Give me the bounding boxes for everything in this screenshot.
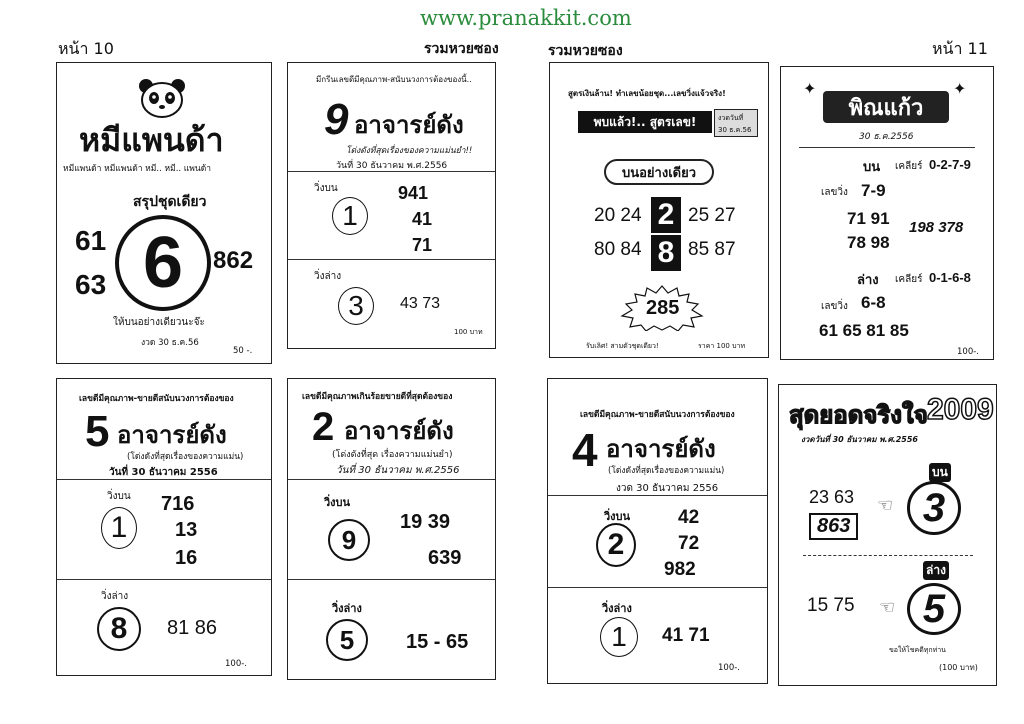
card4-lang-key-value: 0-1-6-8 bbox=[929, 270, 971, 285]
card-panda bbox=[56, 62, 272, 364]
card5-bottom-values: 81 86 bbox=[167, 617, 218, 639]
card5-top-note: เลขดีมีคุณภาพ-ขายดีสนับนวงการต้องของ bbox=[79, 394, 234, 404]
right-section-title: รวมหวยซอง bbox=[548, 43, 623, 59]
card8-bon-label: บน bbox=[929, 463, 951, 482]
card7-top-label: วิ่งบน bbox=[604, 510, 631, 523]
card6-brand-number: 2 bbox=[312, 405, 335, 449]
card4-date: 30 ธ.ค.2556 bbox=[859, 132, 914, 142]
card3-subtitle-pill bbox=[604, 159, 714, 185]
divider bbox=[288, 259, 495, 260]
card-sudyod bbox=[778, 384, 997, 686]
card8-lang-label: ล่าง bbox=[923, 561, 949, 580]
card6-top-label: วิ่งบน bbox=[324, 496, 351, 509]
card4-lang-run: 6-8 bbox=[861, 293, 886, 312]
card5-date: วันที่ 30 ธันวาคม 2556 bbox=[109, 467, 218, 478]
card2-bottom-label: วิ่งล่าง bbox=[314, 271, 342, 282]
card2-bottom-circle bbox=[338, 287, 374, 325]
card8-footer: ขอให้โชคดีทุกท่าน bbox=[889, 646, 946, 654]
panda-icon bbox=[137, 77, 187, 119]
star-icon: ✦ bbox=[803, 79, 817, 98]
main-number: 6 bbox=[142, 223, 184, 303]
card4-bon-run-label: เลขวิ่ง bbox=[821, 187, 848, 198]
right-page-number: หน้า 11 bbox=[932, 39, 988, 58]
card5-top-label: วิ่งบน bbox=[107, 491, 131, 502]
divider bbox=[799, 147, 975, 148]
card4-bon-key: เคลียร์ bbox=[895, 161, 923, 172]
card6-brand: อาจารย์ดัง bbox=[344, 417, 454, 445]
card-pinkaew bbox=[780, 66, 994, 360]
card8-pairs: 23 63 bbox=[809, 487, 855, 507]
card3-row1-right: 25 27 bbox=[688, 205, 736, 226]
card5-top-value-1: 716 bbox=[161, 493, 195, 515]
card7-bottom-values: 41 71 bbox=[662, 625, 710, 646]
divider bbox=[288, 579, 495, 580]
card-4-ajarn bbox=[547, 378, 768, 684]
card3-banner: พบแล้ว!.. สูตรเลข! bbox=[578, 111, 712, 133]
card3-stamp-line1: งวดวันที่ bbox=[718, 114, 744, 122]
card2-bottom-main: 3 bbox=[348, 290, 364, 321]
card7-price: 100-. bbox=[718, 663, 740, 673]
card2-top-circle bbox=[332, 197, 368, 235]
card7-bottom-main: 1 bbox=[611, 621, 627, 652]
card4-bon-triples: 198 378 bbox=[909, 219, 964, 236]
divider bbox=[288, 171, 495, 172]
right-number: 862 bbox=[213, 247, 254, 274]
card2-price: 100 บาท bbox=[454, 328, 483, 336]
card7-bottom-label: วิ่งล่าง bbox=[602, 602, 632, 615]
card4-bon-key-value: 0-2-7-9 bbox=[929, 157, 971, 172]
card2-top-main: 1 bbox=[342, 200, 358, 231]
left-bottom-number: 63 bbox=[75, 269, 107, 300]
divider bbox=[57, 579, 271, 580]
pointing-hand-icon: ☜ bbox=[877, 495, 894, 516]
card-9-ajarn bbox=[287, 62, 496, 349]
card4-price: 100-. bbox=[957, 347, 979, 357]
card7-bottom-circle bbox=[600, 617, 638, 657]
card6-bottom-circle bbox=[326, 619, 368, 661]
card7-date: งวด 30 ธันวาคม 2556 bbox=[616, 483, 719, 494]
card4-lang-run-label: เลขวิ่ง bbox=[821, 301, 848, 312]
divider bbox=[548, 495, 767, 496]
panda-logo: หมีแพนด้า bbox=[79, 121, 224, 159]
card8-price: (100 บาท) bbox=[939, 663, 978, 672]
card5-slogan: (โด่งดังที่สุดเรื่องของความแม่น) bbox=[127, 452, 244, 462]
divider bbox=[548, 587, 767, 588]
card3-footer-right: ราคา 100 บาท bbox=[698, 342, 746, 350]
card-5-ajarn bbox=[56, 378, 272, 676]
card5-brand-number: 5 bbox=[85, 407, 110, 456]
card5-bottom-circle bbox=[97, 607, 141, 651]
divider bbox=[288, 479, 495, 480]
card7-top-value-3: 982 bbox=[664, 559, 696, 580]
card6-slogan: (โด่งดังที่สุด เรื่องความแม่นยำ) bbox=[332, 450, 453, 460]
card2-bottom-values: 43 73 bbox=[400, 295, 441, 312]
card6-top-circle bbox=[328, 519, 370, 561]
card5-price: 100-. bbox=[225, 659, 247, 669]
card5-top-value-3: 16 bbox=[175, 547, 198, 569]
card7-top-circle bbox=[596, 523, 636, 567]
card8-lang-pairs: 15 75 bbox=[807, 595, 855, 616]
card7-brand: อาจารย์ดัง bbox=[606, 435, 716, 463]
watermark: www.pranakkit.com bbox=[420, 6, 632, 30]
card6-bottom-main: 5 bbox=[339, 624, 355, 655]
card3-burst-number: 285 bbox=[646, 297, 680, 319]
card2-date: วันที่ 30 ธันวาคม พ.ศ.2556 bbox=[336, 161, 448, 171]
card5-top-circle bbox=[101, 507, 137, 549]
card6-top-note: เลขดีมีคุณภาพเกินร้อยขายดีที่สุดต้องของ bbox=[302, 392, 453, 402]
panda-date: งวด 30 ธ.ค.56 bbox=[141, 338, 199, 348]
card3-top-note: สูตรเงินล้าน! ทำเลขน้อยชุด...เลขวิ่งแจ้วจริง! bbox=[568, 89, 726, 98]
card4-title: พิณแก้ว bbox=[848, 95, 924, 121]
card7-top-value-1: 42 bbox=[678, 507, 700, 528]
card2-slogan: โด่งดังที่สุดเรื่องของความแม่นยำ!! bbox=[346, 146, 473, 156]
card6-date: วันที่ 30 ธันวาคม พ.ศ.2556 bbox=[336, 465, 460, 476]
card5-top-main: 1 bbox=[110, 511, 128, 544]
card2-top-value-3: 71 bbox=[412, 235, 433, 255]
card8-bon-main: 3 bbox=[922, 485, 946, 530]
card3-stamp bbox=[714, 109, 758, 137]
card4-bon-pairs-1: 71 91 bbox=[847, 209, 890, 228]
card8-date: งวดวันที่ 30 ธันวาคม พ.ศ.2556 bbox=[801, 435, 918, 444]
card4-lang-key: เคลียร์ bbox=[895, 274, 923, 285]
left-page-number: หน้า 10 bbox=[58, 39, 114, 58]
card8-lang-circle bbox=[907, 583, 961, 635]
card4-lang-label: ล่าง bbox=[857, 273, 879, 288]
card-formula bbox=[549, 62, 769, 358]
card4-title-box bbox=[823, 91, 949, 123]
card4-bon-pairs-2: 78 98 bbox=[847, 233, 890, 252]
divider bbox=[57, 479, 271, 480]
card3-row2-left: 80 84 bbox=[594, 239, 642, 260]
card2-brand-number: 9 bbox=[324, 95, 349, 144]
card3-row2-right: 85 87 bbox=[688, 239, 736, 260]
card5-brand: อาจารย์ดัง bbox=[117, 421, 227, 449]
summary-label: สรุปชุดเดียว bbox=[133, 194, 207, 210]
left-section-title: รวมหวยซอง bbox=[424, 41, 499, 57]
card3-row1-main: 2 bbox=[651, 197, 681, 233]
card2-top-value-1: 941 bbox=[398, 183, 429, 203]
card5-top-value-2: 13 bbox=[175, 519, 198, 541]
panda-note: ให้บนอย่างเดียวนะจ๊ะ bbox=[113, 317, 205, 328]
card6-bottom-label: วิ่งล่าง bbox=[332, 602, 362, 615]
card4-bon-run: 7-9 bbox=[861, 181, 886, 200]
card6-bottom-values: 15 - 65 bbox=[406, 631, 469, 653]
card7-top-value-2: 72 bbox=[678, 533, 700, 554]
card8-lang-main: 5 bbox=[922, 586, 946, 631]
card7-top-note: เลขดีมีคุณภาพ-ขายดีสนับนวงการต้องของ bbox=[580, 410, 735, 420]
star-icon: ✦ bbox=[953, 79, 967, 98]
card6-top-main: 9 bbox=[341, 524, 357, 555]
main-number-circle bbox=[115, 215, 211, 311]
card6-top-values-1: 19 39 bbox=[400, 511, 451, 533]
card2-top-value-2: 41 bbox=[412, 209, 433, 229]
card7-slogan: (โด่งดังที่สุดเรื่องของความแม่น) bbox=[608, 466, 725, 476]
card3-stamp-line2: 30 ธ.ค.56 bbox=[718, 126, 752, 134]
card2-top-note: มีกรีนเลขดีมีคุณภาพ-สนับนวงการต้องของนี้.. bbox=[316, 75, 472, 84]
card3-row2-main: 8 bbox=[651, 235, 681, 271]
pointing-hand-icon: ☜ bbox=[879, 597, 896, 618]
card2-brand: อาจารย์ดัง bbox=[354, 111, 464, 139]
card6-top-values-2: 639 bbox=[428, 547, 462, 569]
card5-bottom-main: 8 bbox=[110, 612, 128, 645]
card-2-ajarn bbox=[287, 378, 496, 680]
divider bbox=[803, 555, 973, 556]
card5-bottom-label: วิ่งล่าง bbox=[101, 591, 129, 602]
card3-row1-left: 20 24 bbox=[594, 205, 642, 226]
card8-boxed: 863 bbox=[809, 513, 858, 540]
card7-brand-number: 4 bbox=[572, 424, 598, 476]
card4-lang-pairs: 61 65 81 85 bbox=[819, 321, 909, 340]
left-top-number: 61 bbox=[75, 225, 107, 256]
card8-bon-circle bbox=[907, 481, 961, 535]
panda-price: 50 -. bbox=[233, 346, 253, 356]
card3-footer-left: รับเลิศ! สามตัวชุดเดียว! bbox=[586, 342, 659, 350]
card7-top-main: 2 bbox=[607, 528, 625, 561]
card8-year: 2009 bbox=[927, 393, 994, 426]
panda-tagline: หมีแพนด้า หมีแพนด้า หมี.. หมี.. แพนด้า bbox=[63, 164, 211, 174]
card4-bon-label: บน bbox=[863, 160, 881, 175]
card2-top-label: วิ่งบน bbox=[314, 183, 338, 194]
card3-subtitle: บนอย่างเดียว bbox=[621, 165, 696, 181]
card8-title: สุดยอดจริงใจ bbox=[789, 401, 928, 429]
